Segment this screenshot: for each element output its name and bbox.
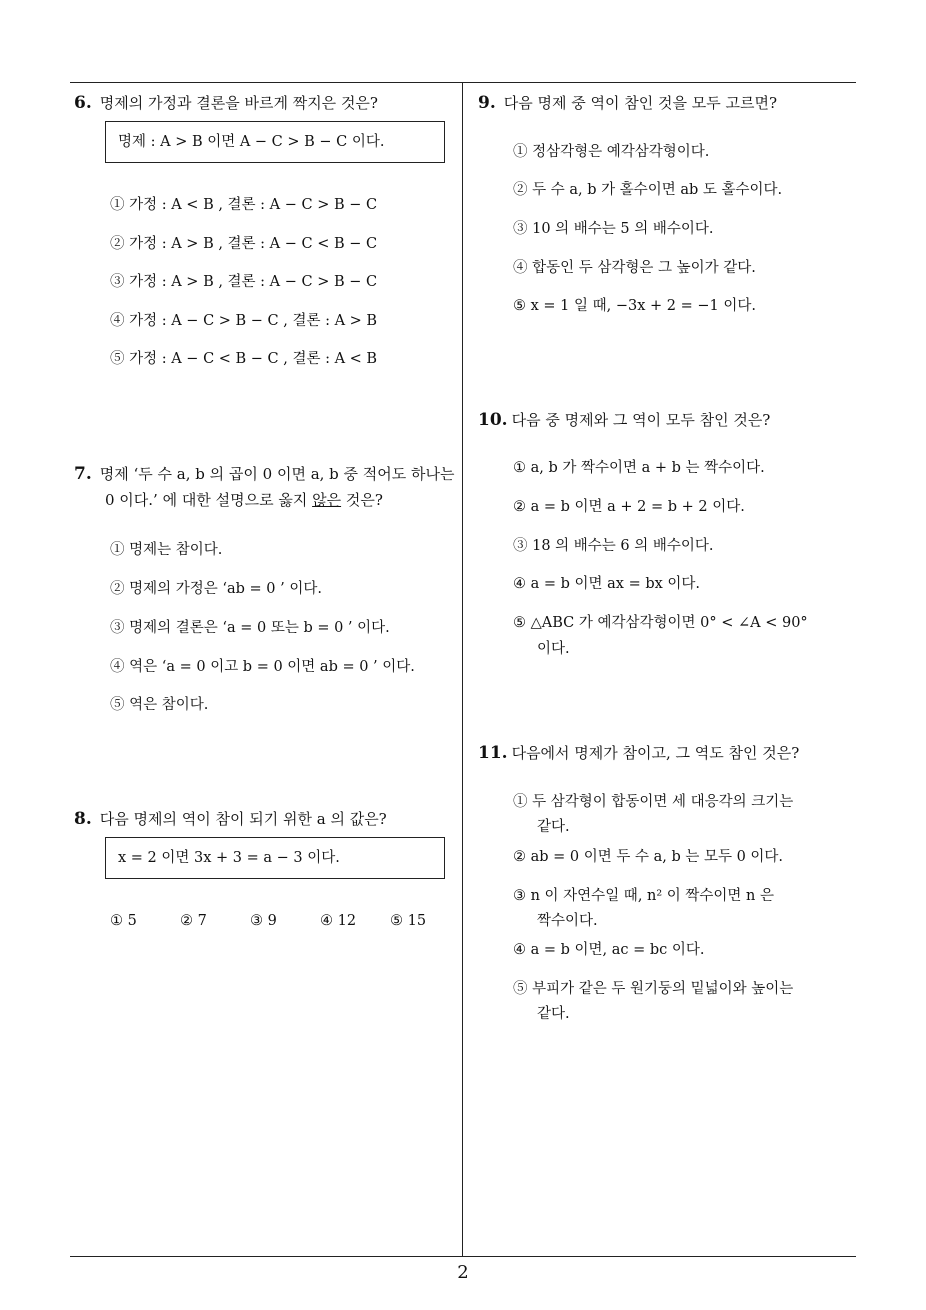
question-9-option-5[interactable]: ⑤ x = 1 일 때, −3x + 2 = −1 이다. bbox=[513, 298, 756, 314]
question-text: 다음 명제의 역이 참이 되기 위한 a 의 값은? bbox=[99, 810, 387, 828]
column-divider bbox=[462, 82, 463, 1256]
page-number: 2 bbox=[457, 1262, 469, 1283]
question-text-line1: 명제 ‘두 수 a, b 의 곱이 0 이면 a, b 중 적어도 하나는 bbox=[99, 465, 455, 483]
question-11-option-1[interactable]: ① 두 삼각형이 합동이면 세 대응각의 크기는 bbox=[513, 794, 794, 810]
question-9-option-4[interactable]: ④ 합동인 두 삼각형은 그 높이가 같다. bbox=[513, 260, 756, 276]
question-8-option-1[interactable]: ① 5 bbox=[110, 913, 137, 929]
question-number: 11. bbox=[478, 743, 508, 763]
question-11-option-1-cont: 같다. bbox=[537, 819, 570, 835]
question-10-option-5[interactable]: ⑤ △ABC 가 예각삼각형이면 0° < ∠A < 90° bbox=[513, 615, 808, 631]
question-7-option-5[interactable]: ⑤ 역은 참이다. bbox=[110, 697, 209, 713]
question-text: 다음 명제 중 역이 참인 것을 모두 고르면? bbox=[503, 94, 778, 112]
question-9-stem bbox=[478, 90, 777, 116]
question-8-option-2[interactable]: ② 7 bbox=[180, 913, 207, 929]
question-8-stem bbox=[74, 806, 387, 832]
question-10-stem bbox=[478, 407, 770, 433]
question-6-box: 명제 : A > B 이면 A − C > B − C 이다. bbox=[105, 121, 445, 163]
question-10-option-1[interactable]: ① a, b 가 짝수이면 a + b 는 짝수이다. bbox=[513, 460, 765, 476]
question-10-option-2[interactable]: ② a = b 이면 a + 2 = b + 2 이다. bbox=[513, 499, 745, 515]
question-11-option-5[interactable]: ⑤ 부피가 같은 두 원기둥의 밑넓이와 높이는 bbox=[513, 981, 794, 997]
question-6-option-5[interactable]: ⑤ 가정 : A − C < B − C , 결론 : A < B bbox=[110, 351, 378, 367]
question-10-option-5-cont: 이다. bbox=[537, 641, 570, 657]
question-number: 8. bbox=[74, 809, 92, 829]
question-9-option-3[interactable]: ③ 10 의 배수는 5 의 배수이다. bbox=[513, 221, 714, 237]
question-number: 6. bbox=[74, 93, 92, 113]
question-number: 10. bbox=[478, 410, 508, 430]
question-text: 명제의 가정과 결론을 바르게 짝지은 것은? bbox=[99, 94, 378, 112]
question-11-option-5-cont: 같다. bbox=[537, 1006, 570, 1022]
question-7-option-3[interactable]: ③ 명제의 결론은 ‘a = 0 또는 b = 0 ’ 이다. bbox=[110, 620, 390, 636]
question-6-option-3[interactable]: ③ 가정 : A > B , 결론 : A − C > B − C bbox=[110, 274, 378, 290]
question-7-stem bbox=[74, 461, 455, 487]
question-10-option-4[interactable]: ④ a = b 이면 ax = bx 이다. bbox=[513, 576, 701, 592]
question-10-option-3[interactable]: ③ 18 의 배수는 6 의 배수이다. bbox=[513, 538, 714, 554]
question-6-stem bbox=[74, 90, 378, 116]
question-11-option-2[interactable]: ② ab = 0 이면 두 수 a, b 는 모두 0 이다. bbox=[513, 849, 784, 865]
question-text: 다음 중 명제와 그 역이 모두 참인 것은? bbox=[511, 411, 771, 429]
question-6-option-4[interactable]: ④ 가정 : A − C > B − C , 결론 : A > B bbox=[110, 313, 378, 329]
question-6-option-1[interactable]: ① 가정 : A < B , 결론 : A − C > B − C bbox=[110, 197, 378, 213]
question-8-option-3[interactable]: ③ 9 bbox=[250, 913, 277, 929]
question-text-part: 0 이다.’ 에 대한 설명으로 옳지 bbox=[105, 491, 313, 509]
question-7-stem-line2 bbox=[105, 487, 383, 513]
underlined-word: 않은 bbox=[312, 491, 342, 509]
top-rule bbox=[70, 82, 856, 83]
question-11-option-4[interactable]: ④ a = b 이면, ac = bc 이다. bbox=[513, 942, 705, 958]
question-7-option-4[interactable]: ④ 역은 ‘a = 0 이고 b = 0 이면 ab = 0 ’ 이다. bbox=[110, 659, 415, 675]
question-text-part: 것은? bbox=[341, 491, 383, 509]
question-8-box: x = 2 이면 3x + 3 = a − 3 이다. bbox=[105, 837, 445, 879]
bottom-rule bbox=[70, 1256, 856, 1257]
question-9-option-1[interactable]: ① 정삼각형은 예각삼각형이다. bbox=[513, 144, 710, 160]
question-text: 다음에서 명제가 참이고, 그 역도 참인 것은? bbox=[511, 744, 800, 762]
question-number: 9. bbox=[478, 93, 496, 113]
question-8-option-4[interactable]: ④ 12 bbox=[320, 913, 357, 929]
question-11-option-3[interactable]: ③ n 이 자연수일 때, n² 이 짝수이면 n 은 bbox=[513, 888, 775, 904]
question-7-option-2[interactable]: ② 명제의 가정은 ‘ab = 0 ’ 이다. bbox=[110, 581, 322, 597]
question-11-stem bbox=[478, 740, 799, 766]
question-9-option-2[interactable]: ② 두 수 a, b 가 홀수이면 ab 도 홀수이다. bbox=[513, 182, 783, 198]
question-6-option-2[interactable]: ② 가정 : A > B , 결론 : A − C < B − C bbox=[110, 236, 378, 252]
question-7-option-1[interactable]: ① 명제는 참이다. bbox=[110, 542, 223, 558]
question-number: 7. bbox=[74, 464, 92, 484]
question-8-option-5[interactable]: ⑤ 15 bbox=[390, 913, 427, 929]
question-11-option-3-cont: 짝수이다. bbox=[537, 913, 598, 929]
